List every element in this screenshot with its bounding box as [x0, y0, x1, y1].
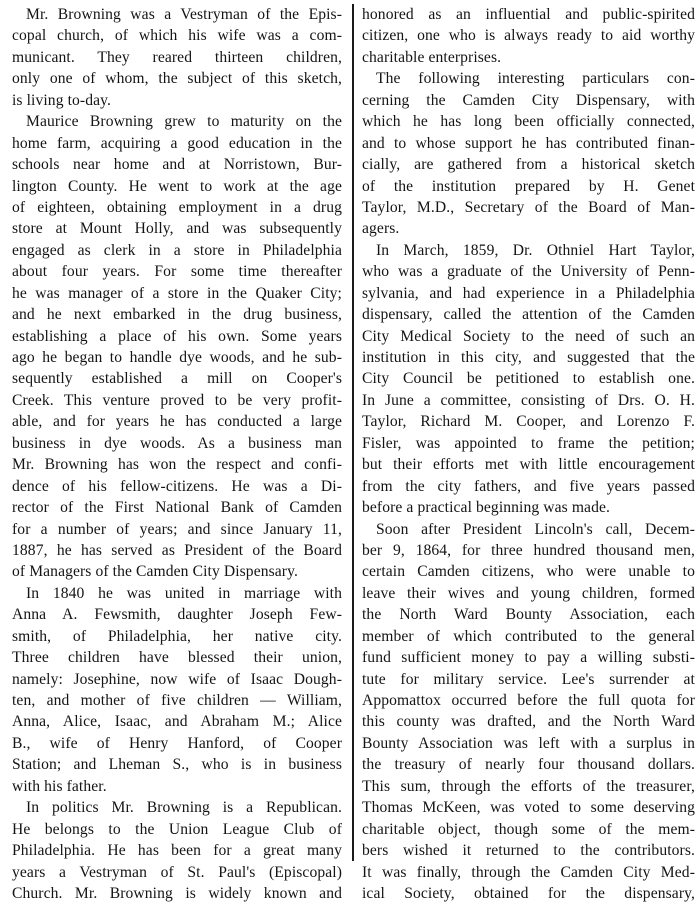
text-line: 1887, he has served as President of the Board [12, 541, 342, 559]
right-column [362, 4, 695, 904]
text-line: engaged as clerk in a store in Philadelphia [12, 241, 342, 259]
text-line: B., wife of Henry Hanford, of Cooper [12, 734, 342, 752]
text-line: Mr. Browning was a Vestryman of the Epis- [26, 6, 342, 23]
text-line: agers. [362, 220, 400, 238]
text-line: home farm, acquiring a good education in the [12, 134, 342, 152]
text-line: of the institution prepared by H. Genet [362, 177, 695, 195]
text-line: bers wished it returned to the contributors. [362, 842, 695, 860]
text-line: who was a graduate of the University of Penn- [362, 263, 695, 281]
text-line: tute for military service. Lee's surrender at [362, 670, 695, 688]
text-line: and to whose support he has contributed finan- [362, 134, 695, 152]
text-line: certain Camden citizens, who were unable to [362, 563, 695, 581]
text-line: municant. They reared thirteen children, [12, 48, 342, 66]
text-line: Mr. Browning has won the respect and confi- [12, 456, 342, 474]
text-line: for a number of years; and since January 11, [12, 520, 342, 538]
text-line: Thomas McKeen, was voted to some deserving [362, 799, 695, 817]
text-line: City Council be petitioned to establish one. [362, 370, 695, 388]
text-line: Three children have blessed their union, [12, 649, 342, 667]
text-line: The following interesting particulars con- [376, 70, 695, 88]
text-line: City Medical Society to the need of such an [362, 327, 695, 345]
text-line: but their efforts met with little encouragement [362, 456, 695, 474]
text-line: this county was drafted, and the North Ward [362, 713, 695, 731]
text-line: sequently established a mill on Cooper's [12, 370, 342, 388]
text-line: of eighteen, obtaining employment in a drug [12, 198, 342, 216]
text-line: Taylor, M.D., Secretary of the Board of Man- [362, 198, 695, 216]
text-line: sylvania, and had experience in a Philadelphia [362, 284, 695, 302]
text-line: This sum, through the efforts of the treasurer, [362, 777, 695, 795]
text-line: business in dye woods. As a business man [12, 434, 342, 452]
text-line: He belongs to the Union League Club of [12, 820, 342, 838]
text-line: store at Mount Holly, and was subsequently [12, 220, 342, 238]
text-line: ical Society, obtained for the dispensary, [362, 884, 695, 902]
text-line: and he next embarked in the drug business, [12, 306, 342, 324]
text-line: copal church, of which his wife was a com- [12, 27, 342, 45]
text-line: charitable enterprises. [362, 48, 502, 66]
text-line: Philadelphia. He has been for a great many [12, 842, 342, 860]
text-line: Taylor, Richard M. Cooper, and Lorenzo F. [362, 413, 695, 431]
text-line: honored as an influential and public-spirited [362, 6, 695, 23]
text-line: ber 9, 1864, for three hundred thousand men, [362, 541, 695, 559]
text-line: smith, of Philadelphia, her native city. [12, 627, 342, 645]
text-line: establishing a place of his own. Some years [12, 327, 342, 345]
text-line: cially, are gathered from a historical sketch [362, 156, 695, 174]
column-divider [352, 4, 354, 861]
text-line: Fisler, was appointed to frame the petition; [362, 434, 695, 452]
text-line: In June a committee, consisting of Drs. O. H. [362, 391, 695, 409]
text-line: Anna A. Fewsmith, daughter Joseph Few- [12, 606, 342, 624]
left-column [12, 4, 342, 904]
text-line: from the city fathers, and five years passed [362, 477, 695, 495]
text-line: dence of his fellow-citizens. He was a Di- [12, 477, 342, 495]
text-line: citizen, one who is always ready to aid worthy [362, 27, 695, 45]
text-line: ten, and mother of five children — William, [12, 692, 342, 709]
text-line: he was manager of a store in the Quaker City; [12, 284, 342, 302]
text-line: dispensary, called the attention of the Camden [362, 306, 695, 324]
text-line: fund sufficient money to pay a willing substi- [362, 649, 695, 667]
text-line: about four years. For some time thereafter [12, 263, 342, 281]
text-line: of Managers of the Camden City Dispensary. [12, 563, 298, 581]
text-line: before a practical beginning was made. [362, 499, 610, 517]
text-line: ago he began to handle dye woods, and he sub- [12, 349, 342, 366]
text-line: Soon after President Lincoln's call, Decem- [376, 520, 695, 538]
text-line: institution in this city, and suggested that the [362, 349, 695, 366]
text-line: schools near home and at Norristown, Bur- [12, 156, 342, 174]
text-line: Station; and Lheman S., who is in business [12, 756, 342, 774]
text-line: is living to-day. [12, 91, 112, 109]
text-line: which he has long been officially connected, [362, 113, 695, 131]
text-line: years a Vestryman of St. Paul's (Episcopal) [12, 863, 342, 881]
text-line: rector of the First National Bank of Camden [12, 499, 342, 517]
text-line: only one of whom, the subject of this sketch, [12, 70, 342, 88]
text-line: In March, 1859, Dr. Othniel Hart Taylor, [376, 241, 695, 259]
text-line: lington County. He went to work at the age [12, 177, 342, 195]
text-line: Creek. This venture proved to be very profit- [12, 391, 342, 409]
text-line: Appomattox occurred before the full quota for [362, 692, 695, 709]
text-line: the North Ward Bounty Association, each [362, 606, 695, 624]
text-line: namely: Josephine, now wife of Isaac Dough- [12, 670, 342, 688]
text-line: member of which contributed to the general [362, 627, 695, 645]
text-line: Maurice Browning grew to maturity on the [26, 113, 342, 131]
text-line: leave their wives and young children, formed [362, 584, 695, 602]
text-line: with his father. [12, 777, 107, 795]
text-line: Church. Mr. Browning is widely known and [12, 884, 342, 902]
text-line: Anna, Alice, Isaac, and Abraham M.; Alice [12, 713, 342, 731]
text-line: the treasury of nearly four thousand dollars. [362, 756, 695, 774]
text-line: charitable object, though some of the mem- [362, 820, 695, 838]
text-line: It was finally, through the Camden City Med- [362, 863, 695, 881]
text-line: able, and for years he has conducted a large [12, 413, 342, 431]
text-line: In politics Mr. Browning is a Republican. [26, 799, 342, 817]
text-line: Bounty Association was left with a surplus in [362, 734, 695, 752]
text-line: cerning the Camden City Dispensary, with [362, 91, 695, 109]
text-line: In 1840 he was united in marriage with [26, 584, 342, 602]
